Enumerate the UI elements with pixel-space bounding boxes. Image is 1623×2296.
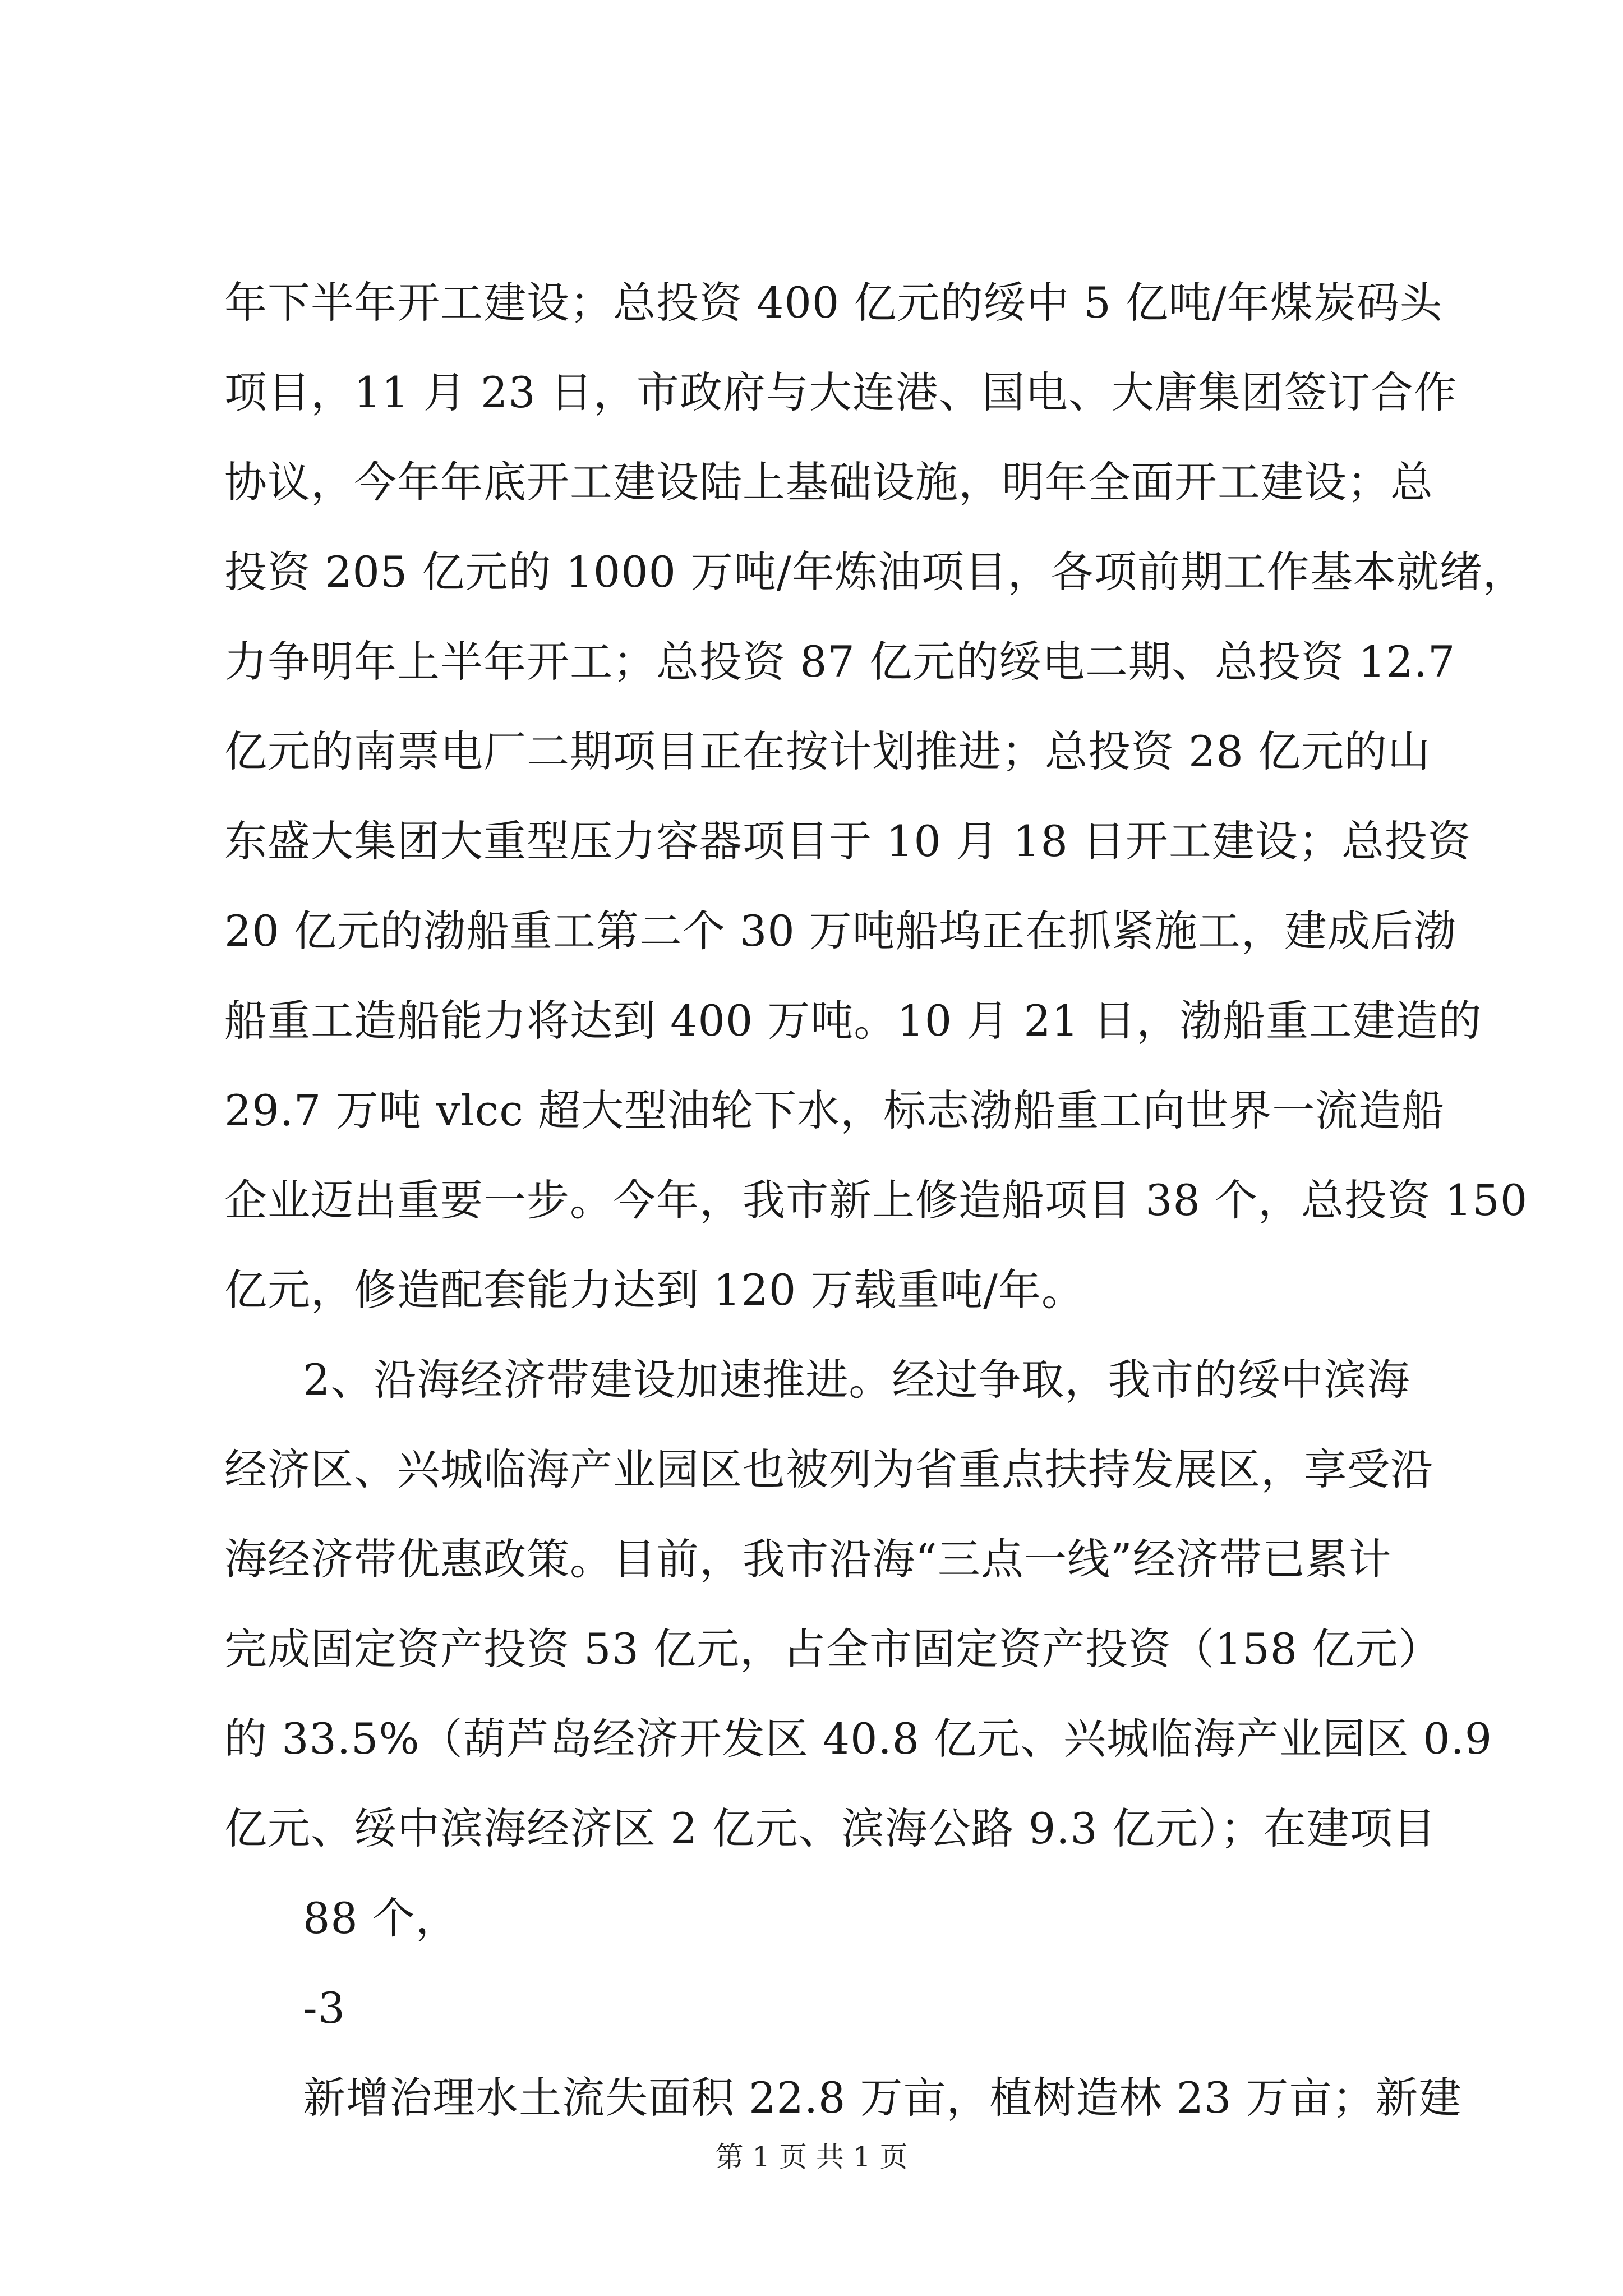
text-line: 29.7 万吨 vlcc 超大型油轮下水，标志渤船重工向世界一流造船 — [224, 1085, 1445, 1135]
text-line: 的 33.5%（葫芦岛经济开发区 40.8 亿元、兴城临海产业园区 0.9 — [224, 1714, 1493, 1764]
text-line: 海经济带优惠政策。目前，我市沿海“三点一线”经济带已累计 — [224, 1534, 1392, 1584]
text-line: 20 亿元的渤船重工第二个 30 万吨船坞正在抓紧施工，建成后渤 — [224, 906, 1457, 956]
page-footer: 第 1 页 共 1 页 — [715, 2141, 908, 2173]
text-line: 亿元、绥中滨海经济区 2 亿元、滨海公路 9.3 亿元）；在建项目 — [224, 1803, 1436, 1853]
page-marker: -3 — [303, 1983, 346, 2033]
text-line: 东盛大集团大重型压力容器项目于 10 月 18 日开工建设；总投资 — [224, 816, 1472, 866]
text-line: 完成固定资产投资 53 亿元，占全市固定资产投资（158 亿元） — [224, 1624, 1442, 1674]
text-line: 年下半年开工建设；总投资 400 亿元的绥中 5 亿吨/年煤炭码头 — [224, 278, 1443, 328]
text-line: 协议，今年年底开工建设陆上基础设施，明年全面开工建设；总 — [224, 457, 1433, 507]
text-line: 船重工造船能力将达到 400 万吨。10 月 21 日，渤船重工建造的 — [224, 996, 1482, 1046]
text-line: 新增治理水土流失面积 22.8 万亩，植树造林 23 万亩；新建 — [303, 2073, 1462, 2123]
text-line: 力争明年上半年开工；总投资 87 亿元的绥电二期、总投资 12.7 — [224, 637, 1456, 687]
text-line: 亿元，修造配套能力达到 120 万载重吨/年。 — [224, 1265, 1085, 1315]
text-line: 经济区、兴城临海产业园区也被列为省重点扶持发展区，享受沿 — [224, 1444, 1433, 1494]
text-line: 88 个， — [303, 1893, 459, 1943]
text-line: 项目，11 月 23 日，市政府与大连港、国电、大唐集团签订合作 — [224, 367, 1457, 417]
paragraph-first-line: 2、沿海经济带建设加速推进。经过争取，我市的绥中滨海 — [303, 1355, 1410, 1405]
text-line: 企业迈出重要一步。今年，我市新上修造船项目 38 个，总投资 150 — [224, 1175, 1528, 1225]
text-line: 投资 205 亿元的 1000 万吨/年炼油项目，各项前期工作基本就绪， — [224, 547, 1526, 597]
text-line: 亿元的南票电厂二期项目正在按计划推进；总投资 28 亿元的山 — [224, 726, 1431, 776]
